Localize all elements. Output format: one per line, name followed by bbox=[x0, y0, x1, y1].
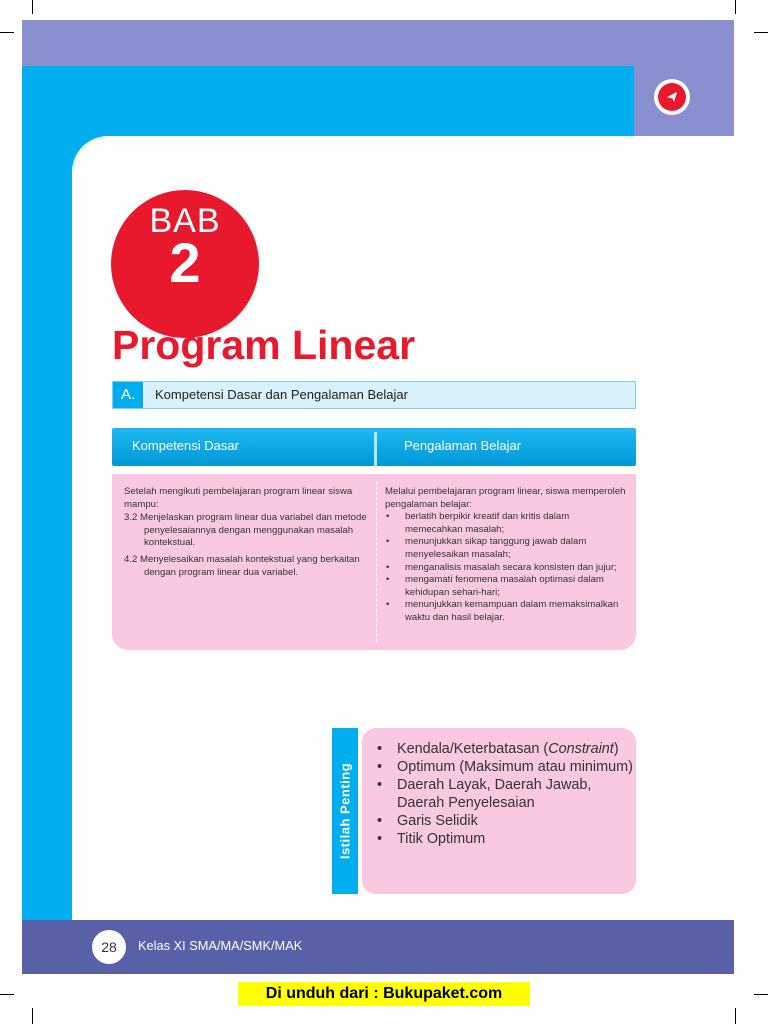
pb-intro: Melalui pembelajaran program linear, siswa memperoleh pengalaman belajar: bbox=[385, 486, 626, 510]
header-divider bbox=[374, 432, 377, 466]
istilah-item-suffix: ) bbox=[613, 741, 619, 757]
pb-list bbox=[385, 511, 629, 624]
back-button[interactable] bbox=[654, 79, 690, 115]
kd-item: 3.2 Menjelaskan program linear dua variabel dan metode penyelesaiannya dengan menggunakan masalah kontekstual. bbox=[124, 512, 367, 549]
crop-mark bbox=[0, 994, 14, 995]
crop-mark bbox=[754, 994, 768, 995]
table-header bbox=[112, 428, 636, 466]
page-number: 28 bbox=[92, 930, 126, 964]
section-heading bbox=[112, 381, 636, 409]
crop-mark bbox=[735, 0, 736, 14]
kd-item: 4.2 Menyelesaikan masalah kontekstual yang berkaitan dengan program linear dua variabel. bbox=[124, 553, 360, 578]
kd-intro: Setelah mengikuti pembelajaran program linear siswa mampu: bbox=[124, 486, 353, 510]
table-body bbox=[112, 474, 636, 650]
pb-item: • menunjukkan sikap tanggung jawab dalam menyelesaikan masalah; bbox=[385, 536, 629, 561]
header-pengalaman-belajar: Pengalaman Belajar bbox=[404, 438, 522, 453]
istilah-item: • Garis Selidik bbox=[376, 812, 636, 830]
chapter-badge bbox=[111, 190, 259, 338]
istilah-item bbox=[376, 740, 636, 758]
istilah-item-text: Kendala/Keterbatasan ( bbox=[397, 741, 549, 757]
chapter-title: Program Linear bbox=[112, 322, 416, 368]
back-arrow-icon bbox=[658, 83, 686, 111]
pb-item: • berlatih berpikir kreatif dan kritis dalam memecahkan masalah; bbox=[385, 511, 629, 536]
crop-mark bbox=[0, 32, 14, 33]
pb-item: • menganalisis masalah secara konsisten dan jujur; bbox=[385, 562, 629, 575]
istilah-item: • Optimum (Maksimum atau minimum) bbox=[376, 758, 636, 776]
istilah-item-italic: Constraint bbox=[548, 741, 614, 757]
chapter-word: BAB bbox=[149, 202, 221, 240]
crop-mark bbox=[32, 1008, 33, 1024]
istilah-item: • Titik Optimum bbox=[376, 830, 636, 848]
chapter-number: 2 bbox=[169, 231, 201, 294]
pb-item: • mengamati fenomena masalah optimasi dalam kehidupan sehari-hari; bbox=[385, 574, 629, 599]
kompetensi-dasar-column bbox=[124, 486, 368, 579]
footer-band bbox=[22, 920, 734, 974]
crop-mark bbox=[32, 0, 33, 14]
istilah-label-strip bbox=[332, 728, 358, 894]
section-title: Kompetensi Dasar dan Pengalaman Belajar bbox=[155, 387, 408, 402]
pb-item: • menunjukkan kemampuan dalam memaksimalkan waktu dan hasil belajar. bbox=[385, 599, 629, 624]
pengalaman-belajar-column bbox=[385, 486, 629, 625]
book-title: Kelas XI SMA/MA/SMK/MAK bbox=[138, 938, 303, 953]
download-source: Di unduh dari : Bukupaket.com bbox=[238, 982, 530, 1006]
top-band bbox=[22, 20, 734, 66]
istilah-list bbox=[376, 740, 636, 848]
section-letter: A. bbox=[113, 382, 143, 408]
istilah-item: • Daerah Layak, Daerah Jawab, Daerah Penyelesaian bbox=[376, 776, 636, 812]
crop-mark bbox=[735, 1008, 736, 1024]
header-kompetensi-dasar: Kompetensi Dasar bbox=[132, 438, 239, 453]
column-divider bbox=[376, 482, 377, 642]
crop-mark bbox=[754, 32, 768, 33]
istilah-box bbox=[362, 728, 636, 894]
istilah-label: Istilah Penting bbox=[337, 762, 353, 860]
